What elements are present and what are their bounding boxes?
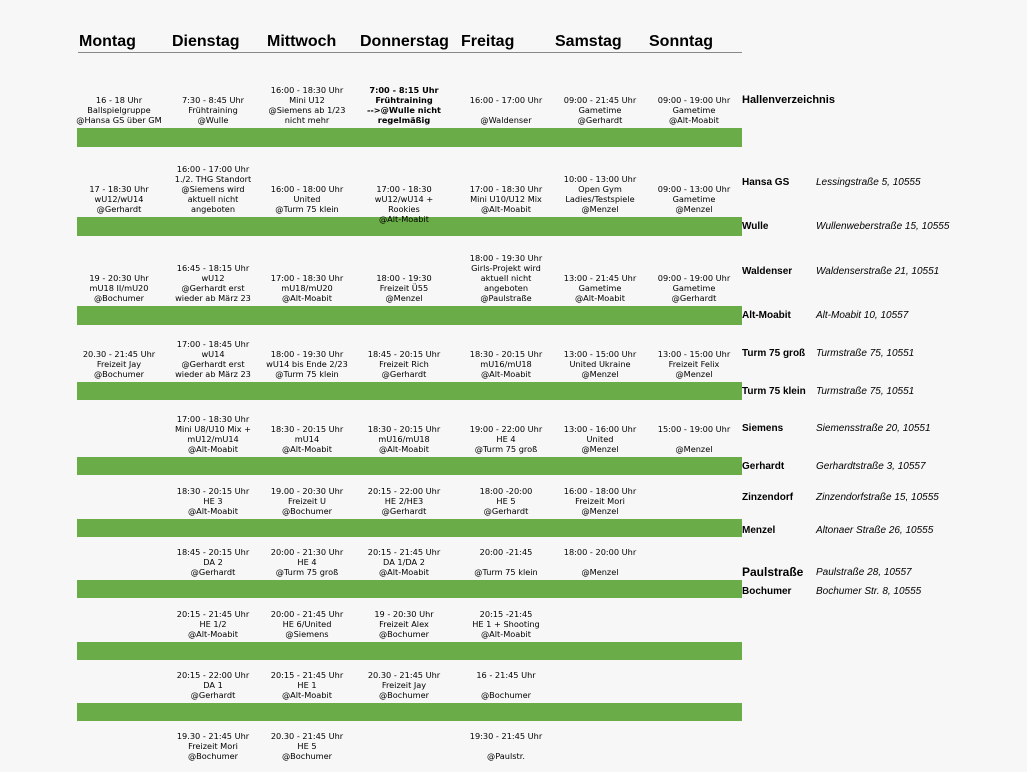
schedule-cell: 09:00 - 13:00 Uhr Gametime @Menzel [657,184,731,214]
schedule-cell: 16:00 - 18:00 Uhr United @Turm 75 klein [270,184,344,214]
venue-address: Zinzendorfstraße 15, 10555 [816,492,939,503]
schedule-cell: 20:15 - 22:00 Uhr HE 2/HE3 @Gerhardt [367,486,441,516]
venue-name: Turm 75 groß [742,348,806,359]
schedule-cell: 17:00 - 18:30 Uhr Mini U8/U10 Mix + mU12/mU14 @Alt-Moabit [174,414,252,454]
schedule-cell: 19:30 - 21:45 Uhr @Paulstr. [469,731,543,761]
day-header-thursday: Donnerstag [360,33,449,50]
schedule-cell: 16:00 - 18:30 Uhr Mini U12 @Siemens ab 1/23 nicht mehr [268,85,346,125]
venue-address: Waldenserstraße 21, 10551 [816,266,940,277]
schedule-cell: 09:00 - 19:00 Uhr Gametime @Gerhardt [657,273,731,303]
venue-name: Bochumer [742,586,792,597]
schedule-cell: 18:30 - 20:15 Uhr mU14 @Alt-Moabit [270,424,344,454]
venue-address: Siemensstraße 20, 10551 [816,423,931,434]
schedule-cell: 7:30 - 8:45 Uhr Frühtraining @Wulle [181,95,245,125]
venue-name: Zinzendorf [742,492,794,503]
schedule-cell: 20:15 -21:45 HE 1 + Shooting @Alt-Moabit [472,609,540,639]
row-separator [77,128,742,147]
venue-address: Wullenweberstraße 15, 10555 [816,221,950,232]
schedule-cell: 17 - 18:30 Uhr wU12/wU14 @Gerhardt [89,184,149,214]
schedule-cell: 09:00 - 19:00 Uhr Gametime @Alt-Moabit [657,95,731,125]
venue-address: Bochumer Str. 8, 10555 [816,586,922,597]
venue-name: Menzel [742,525,776,536]
schedule-cell: 18:00 - 20:00 Uhr @Menzel [563,547,637,577]
schedule-cell: 19 - 20:30 Uhr Freizeit Alex @Bochumer [374,609,434,639]
schedule-cell: 13:00 - 16:00 Uhr United @Menzel [563,424,637,454]
header-divider [78,52,742,53]
row-separator [77,703,742,721]
schedule-cell: 18:30 - 20:15 Uhr HE 3 @Alt-Moabit [176,486,250,516]
venue-address: Turmstraße 75, 10551 [816,348,915,359]
venue-address: Lessingstraße 5, 10555 [816,177,921,188]
schedule-cell: 18:45 - 20:15 Uhr DA 2 @Gerhardt [176,547,250,577]
schedule-cell: 20:15 - 21:45 Uhr HE 1 @Alt-Moabit [270,670,344,700]
schedule-cell: 18:00 - 19:30 Uhr Girls-Projekt wird aktuell nicht angeboten @Paulstraße [469,253,543,303]
row-separator [77,457,742,475]
schedule-cell: 20:15 - 21:45 Uhr HE 1/2 @Alt-Moabit [176,609,250,639]
schedule-cell: 18:00 - 19:30 Uhr wU14 bis Ende 2/23 @Turm 75 klein [266,349,348,379]
schedule-cell: 13:00 - 15:00 Uhr United Ukraine @Menzel [563,349,637,379]
schedule-cell: 16:00 - 17:00 Uhr @Waldenser [469,95,543,125]
venue-name: Wulle [742,221,769,232]
venue-address: Turmstraße 75, 10551 [816,386,915,397]
schedule-cell: 16:00 - 18:00 Uhr Freizeit Mori @Menzel [563,486,637,516]
day-header-tuesday: Dienstag [172,33,240,50]
schedule-cell: 16:45 - 18:15 Uhr wU12 @Gerhardt erst wieder ab März 23 [175,263,251,303]
schedule-cell: 19.00 - 20:30 Uhr Freizeit U @Bochumer [270,486,344,516]
schedule-cell: 17:00 - 18:30 Uhr mU18/mU20 @Alt-Moabit [270,273,344,303]
schedule-cell: 18:45 - 20:15 Uhr Freizeit Rich @Gerhardt [367,349,441,379]
venue-name: Hansa GS [742,177,790,188]
schedule-cell: 20:15 - 22:00 Uhr DA 1 @Gerhardt [176,670,250,700]
schedule-cell: 18:00 -20:00 HE 5 @Gerhardt [479,486,533,516]
schedule-cell: 7:00 - 8:15 Uhr Frühtraining -->@Wulle nicht regelmäßig [367,85,441,125]
schedule-cell: 17:00 - 18:45 Uhr wU14 @Gerhardt erst wieder ab März 23 [175,339,251,379]
venue-name: Waldenser [742,266,793,277]
schedule-cell: 20:00 -21:45 @Turm 75 klein [474,547,538,577]
venue-address: Alt-Moabit 10, 10557 [816,310,909,321]
row-separator [77,382,742,400]
venue-address: Gerhardtstraße 3, 10557 [816,461,926,472]
schedule-cell: 18:30 - 20:15 Uhr mU16/mU18 @Alt-Moabit [469,349,543,379]
schedule-cell: 13:00 - 21:45 Uhr Gametime @Alt-Moabit [563,273,637,303]
schedule-cell: 20:00 - 21:45 Uhr HE 6/United @Siemens [270,609,344,639]
day-header-wednesday: Mittwoch [267,33,337,50]
row-separator [77,306,742,325]
row-separator [77,519,742,537]
venue-address: Paulstraße 28, 10557 [816,567,912,578]
schedule-cell: 20.30 - 21:45 Uhr Freizeit Jay @Bochumer [367,670,441,700]
schedule-cell: 20.30 - 21:45 Uhr Freizeit Jay @Bochumer [82,349,156,379]
schedule-cell: 10:00 - 13:00 Uhr Open Gym Ladies/Testspiele @Menzel [563,174,637,214]
day-header-saturday: Samstag [555,33,622,50]
venue-name: Alt-Moabit [742,310,791,321]
schedule-cell: 15:00 - 19:00 Uhr @Menzel [657,424,731,454]
schedule-cell: 16 - 18 Uhr Ballspielgruppe @Hansa GS über GM [76,95,162,125]
day-header-friday: Freitag [461,33,515,50]
day-header-sunday: Sonntag [649,33,713,50]
schedule-cell: 18:30 - 20:15 Uhr mU16/mU18 @Alt-Moabit [367,424,441,454]
schedule-cell: 19 - 20:30 Uhr mU18 II/mU20 @Bochumer [89,273,149,303]
schedule-cell: 20:15 - 21:45 Uhr DA 1/DA 2 @Alt-Moabit [367,547,441,577]
venue-directory-title: Hallenverzeichnis [742,94,835,106]
day-header-monday: Montag [79,33,136,50]
venue-name: Paulstraße [742,565,804,579]
schedule-cell: 17:00 - 18:30 wU12/wU14 + Rookies @Alt-Moabit [374,184,434,224]
venue-name: Siemens [742,423,784,434]
schedule-cell: 09:00 - 21:45 Uhr Gametime @Gerhardt [563,95,637,125]
schedule-cell: 20:00 - 21:30 Uhr HE 4 @Turm 75 groß [270,547,344,577]
row-separator [77,642,742,660]
schedule-cell: 20.30 - 21:45 Uhr HE 5 @Bochumer [270,731,344,761]
venue-address: Altonaer Straße 26, 10555 [816,525,934,536]
schedule-cell: 18:00 - 19:30 Freizeit Ü55 @Menzel [376,273,432,303]
schedule-cell: 17:00 - 18:30 Uhr Mini U10/U12 Mix @Alt-Moabit [469,184,543,214]
schedule-cell: 16:00 - 17:00 Uhr 1./2. THG Standort @Siemens wird aktuell nicht angeboten [174,164,252,214]
venue-name: Turm 75 klein [742,386,806,397]
row-separator [77,580,742,598]
schedule-cell: 13:00 - 15:00 Uhr Freizeit Felix @Menzel [657,349,731,379]
schedule-cell: 16 - 21:45 Uhr @Bochumer [476,670,536,700]
schedule-cell: 19.30 - 21:45 Uhr Freizeit Mori @Bochumer [176,731,250,761]
venue-name: Gerhardt [742,461,785,472]
schedule-cell: 19:00 - 22:00 Uhr HE 4 @Turm 75 groß [469,424,543,454]
